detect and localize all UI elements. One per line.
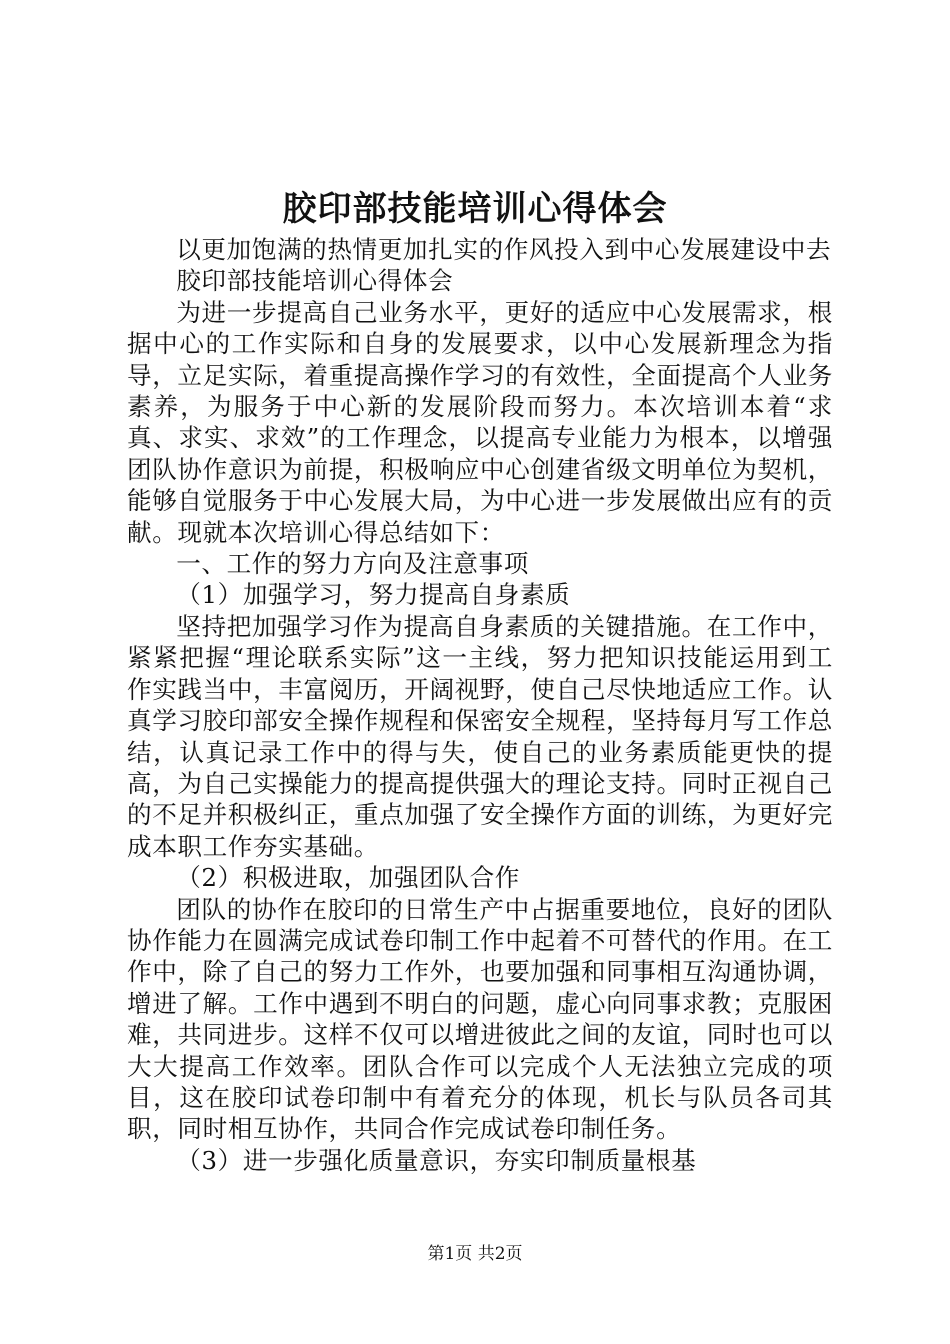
- subsection-heading-2: （2）积极进取，加强团队合作: [176, 863, 520, 893]
- paragraph-subtitle: 胶印部技能培训心得体会: [176, 266, 454, 296]
- page-number-footer: 第1页 共2页: [427, 1244, 523, 1264]
- paragraph-study: 坚持把加强学习作为提高自身素质的关键措施。在工作中，紧紧把握“理论联系实际”这一主线，努力把知识技能运用到工作实践当中，丰富阅历，开阔视野，使自己尽快地适应工作。认真学习胶印部安全操作规程和保密安全规程，坚持每月写工作总结，认真记录工作中的得与失，使自己的业务素质能更快的提高，为自己实操能力的提高提供强大的理论支持。同时正视自己的不足并积极纠正，重点加强了安全操作方面的训练，为更好完成本职工作夯实基础。: [127, 611, 833, 861]
- document-title: 胶印部技能培训心得体会: [282, 189, 668, 229]
- document-body: [127, 234, 833, 1176]
- section-heading-1: 一、工作的努力方向及注意事项: [176, 549, 529, 579]
- paragraph-teamwork: 团队的协作在胶印的日常生产中占据重要地位，良好的团队协作能力在圆满完成试卷印制工作中起着不可替代的作用。在工作中，除了自己的努力工作外，也要加强和同事相互沟通协调，增进了解。工作中遇到不明白的问题，虚心向同事求教；克服困难，共同进步。这样不仅可以增进彼此之间的友谊，同时也可以大大提高工作效率。团队合作可以完成个人无法独立完成的项目，这在胶印试卷印制中有着充分的体现，机长与队员各司其职，同时相互协作，共同合作完成试卷印制任务。: [127, 894, 833, 1144]
- subsection-heading-3: （3）进一步强化质量意识，夯实印制质量根基: [176, 1145, 697, 1175]
- paragraph-intro: 以更加饱满的热情更加扎实的作风投入到中心发展建设中去: [176, 235, 832, 264]
- paragraph-overview: 为进一步提高自己业务水平，更好的适应中心发展需求，根据中心的工作实际和自身的发展要求，以中心发展新理念为指导，立足实际，着重提高操作学习的有效性，全面提高个人业务素养，为服务于中心新的发展阶段而努力。本次培训本着“求真、求实、求效”的工作理念，以提高专业能力为根本，以增强团队协作意识为前提，积极响应中心创建省级文明单位为契机，能够自觉服务于中心发展大局，为中心进一步发展做出应有的贡献。现就本次培训心得总结如下：: [127, 297, 833, 547]
- subsection-heading-1: （1）加强学习，努力提高自身素质: [176, 580, 571, 610]
